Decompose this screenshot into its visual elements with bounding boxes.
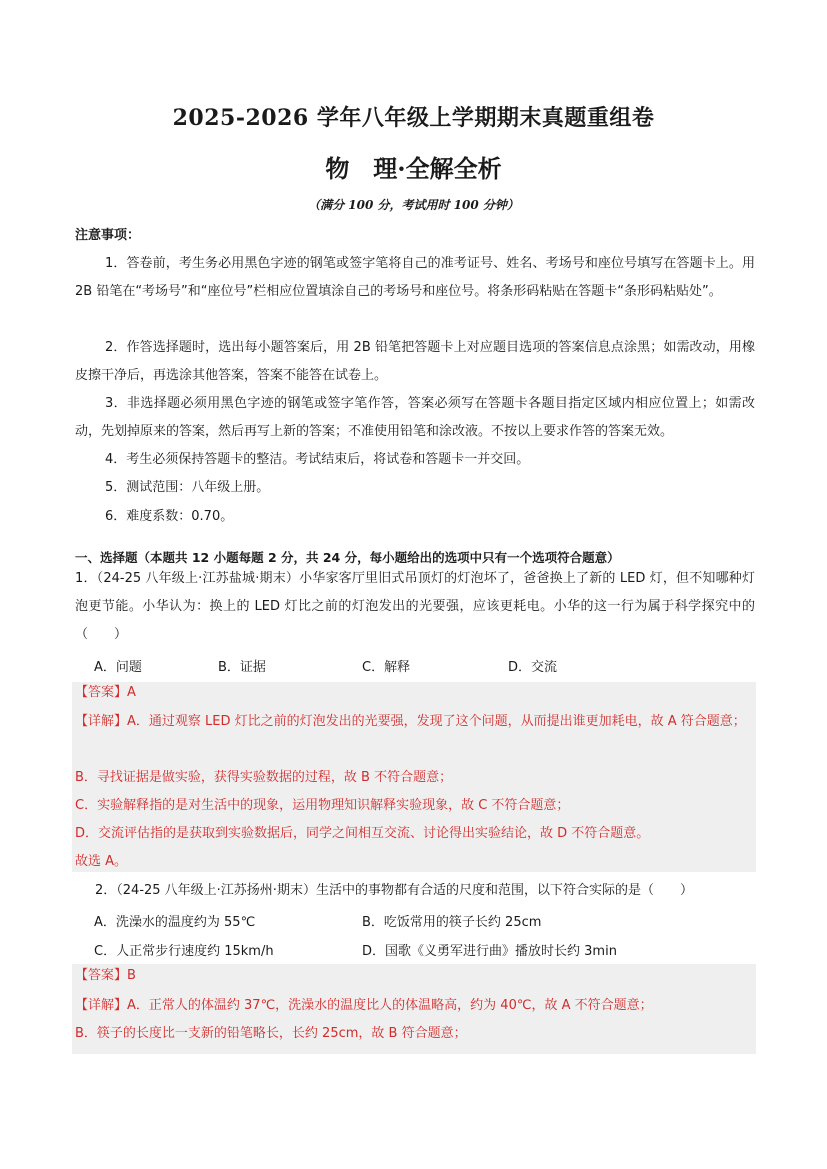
q1-detail-c: C．实验解释指的是对生活中的现象，运用物理知识解释实验现象，故 C 不符合题意； bbox=[75, 798, 570, 813]
exam-subtitle: 物 理·全解全析 bbox=[325, 154, 502, 183]
notice-item-4: 4．考生必须保持答题卡的整洁。考试结束后，将试卷和答题卡一并交回。 bbox=[105, 452, 530, 467]
exam-title: 2025-2026 学年八年级上学期期末真题重组卷 bbox=[172, 105, 655, 131]
q1-option-b: B．证据 bbox=[218, 660, 266, 675]
q2-option-c: C．人正常步行速度约 15km/h bbox=[94, 944, 274, 959]
notice-item-2: 2．作答选择题时，选出每小题答案后，用 2B 铅笔把答题卡上对应题目选项的答案信息点涂黑；如需改动，用橡皮擦干净后，再选涂其他答案，答案不能答在试卷上。 bbox=[75, 340, 755, 383]
q2-detail-b: B．筷子的长度比一支新的铅笔略长，长约 25cm，故 B 符合题意； bbox=[75, 1026, 467, 1041]
q1-option-c: C．解释 bbox=[362, 660, 411, 675]
q2-answer: 【答案】B bbox=[75, 968, 136, 983]
q1-detail-d: D．交流评估指的是获取到实验数据后，同学之间相互交流、讨论得出实验结论，故 D 不符合题意。 bbox=[75, 826, 650, 841]
q2-option-d: D．国歌《义勇军进行曲》播放时长约 3min bbox=[362, 944, 617, 959]
section-heading: 一、选择题（本题共 12 小题每题 2 分，共 24 分，每小题给出的选项中只有一个选项符合题意） bbox=[75, 550, 620, 565]
notice-item-3: 3．非选择题必须用黑色字迹的钢笔或签字笔作答，答案必须写在答题卡各题目指定区域内相应位置上；如需改动，先划掉原来的答案，然后再写上新的答案；不准使用铅笔和涂改液。不按以上要求作答的答案无效。 bbox=[75, 396, 755, 439]
question-2-stem: 2．（24-25 八年级上·江苏扬州·期末）生活中的事物都有合适的尺度和范围，以下符合实际的是（ ） bbox=[95, 883, 693, 898]
q1-option-d: D．交流 bbox=[508, 660, 558, 675]
question-1-stem: 1．（24-25 八年级上·江苏盐城·期末）小华家客厅里旧式吊顶灯的灯泡坏了，爸爸换上了新的 LED 灯，但不知哪种灯泡更节能。小华认为：换上的 LED 灯比之前的灯泡发出的光要强，应该更耗电。小华的这一行为属于科学探究中的（ ） bbox=[75, 571, 755, 642]
notice-item-1: 1．答卷前，考生务必用黑色字迹的钢笔或签字笔将自己的准考证号、姓名、考场号和座位号填写在答题卡上。用 2B 铅笔在“考场号”和“座位号”栏相应位置填涂自己的考场号和座位号。将条形码粘贴在答题卡“条形码粘贴处”。 bbox=[75, 256, 755, 299]
q1-detail-a: 【详解】A．通过观察 LED 灯比之前的灯泡发出的光要强，发现了这个问题，从而提出谁更加耗电，故 A 符合题意； bbox=[75, 714, 746, 729]
notice-item-5: 5．测试范围：八年级上册。 bbox=[105, 480, 270, 495]
q1-detail-b: B．寻找证据是做实验，获得实验数据的过程，故 B 不符合题意； bbox=[75, 770, 453, 785]
q2-option-a: A．洗澡水的温度约为 55℃ bbox=[94, 915, 256, 930]
q1-option-a: A．问题 bbox=[94, 660, 142, 675]
q1-answer: 【答案】A bbox=[75, 685, 136, 700]
notice-heading: 注意事项： bbox=[75, 228, 141, 243]
q2-detail-a: 【详解】A．正常人的体温约 37℃，洗澡水的温度比人的体温略高，约为 40℃，故 A 不符合题意； bbox=[75, 998, 653, 1013]
q2-option-b: B．吃饭常用的筷子长约 25cm bbox=[362, 915, 542, 930]
q1-conclusion: 故选 A。 bbox=[75, 854, 128, 869]
score-note: （满分 100 分，考试用时 100 分钟） bbox=[308, 198, 519, 212]
notice-item-6: 6．难度系数：0.70。 bbox=[105, 509, 234, 524]
